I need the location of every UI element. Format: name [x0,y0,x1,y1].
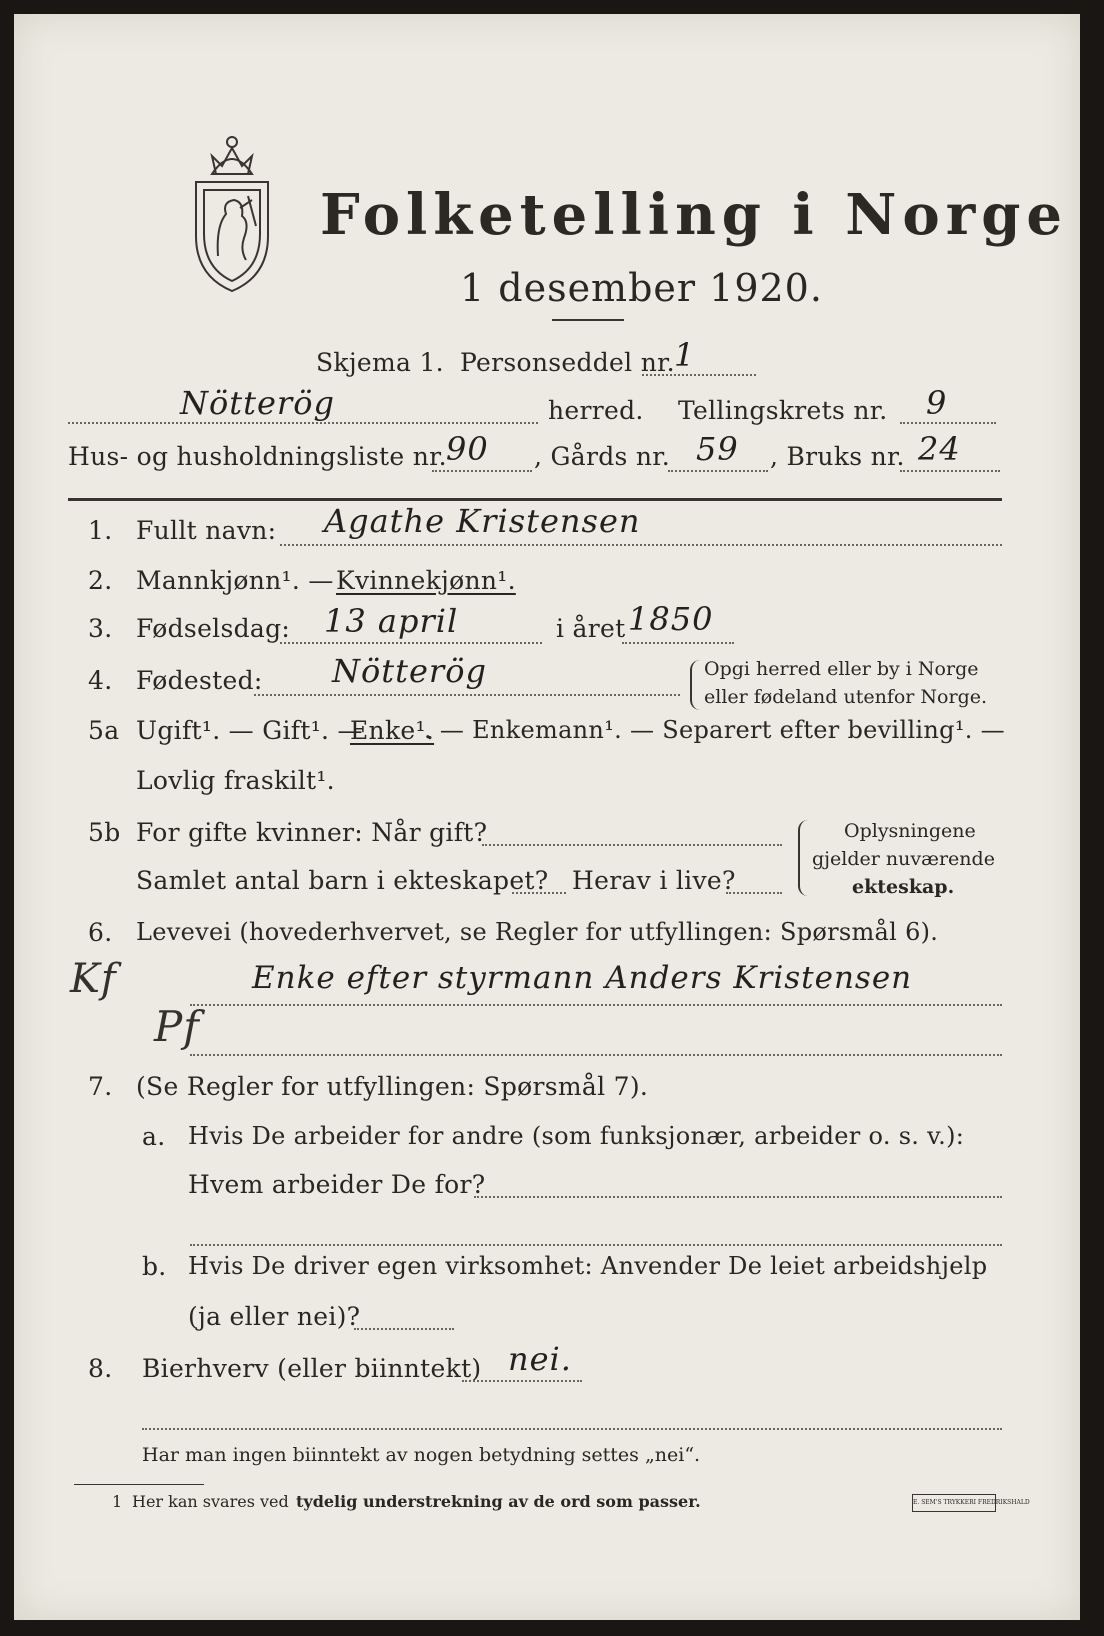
q7a-employer-label: Hvem arbeider De for? [188,1170,486,1199]
q7a-number: a. [142,1122,166,1151]
bruks-label: , Bruks nr. [770,442,905,471]
q7a-label: Hvis De arbeider for andre (som funksjonær, arbeider o. s. v.): [188,1122,965,1150]
footnote-divider [74,1484,204,1485]
header-divider [68,498,1002,501]
tellingskrets-field[interactable] [900,422,996,424]
q5b-label: For gifte kvinner: Når gift? [136,818,488,847]
q4-label: Fødested: [136,666,263,695]
q7b-yes-no-label: (ja eller nei)? [188,1302,361,1331]
q6-number: 6. [88,918,113,947]
gards-field[interactable] [668,470,768,472]
q8-number: 8. [88,1354,113,1383]
hus-field[interactable] [432,470,532,472]
side-income-value: nei. [508,1340,572,1378]
q5a-number: 5a [88,716,120,745]
birthday-field[interactable] [280,642,542,644]
q3-number: 3. [88,614,113,643]
tellingskrets-label: Tellingskrets nr. [678,396,888,425]
q8-label: Bierhverv (eller biinntekt) [142,1354,482,1383]
q5a-lovlig-fraskilt[interactable]: Lovlig fraskilt¹. [136,766,335,795]
q7b-label: Hvis De driver egen virksomhet: Anvender De leiet arbeidshjelp [188,1252,988,1280]
bruks-value: 24 [918,430,961,468]
birth-year-field[interactable] [622,642,734,644]
birth-year-value: 1850 [628,600,714,638]
q3-year-label: i året [556,614,626,643]
q3-label: Fødselsdag: [136,614,291,643]
q5b-note-line3: ekteskap. [852,876,955,898]
children-count-field[interactable] [512,892,566,894]
margin-mark-2: Pf [154,1002,200,1051]
census-date: 1 desember 1920. [460,266,823,310]
q5b-number: 5b [88,818,121,847]
side-income-field-line1[interactable] [462,1380,582,1382]
census-form [14,14,1080,1620]
tellingskrets-value: 9 [926,384,948,422]
personseddel-label: Personseddel nr. [460,348,675,377]
q4-note-brace [690,660,700,710]
hus-value: 90 [446,430,489,468]
footnote-number: 1 [112,1492,123,1511]
herred-label: herred. [548,396,644,425]
q2-male[interactable]: Mannkjønn¹. — [136,566,334,595]
occupation-value: Enke efter styrmann Anders Kristensen [252,960,913,996]
personseddel-field[interactable] [642,374,756,376]
q5b-note-brace [798,820,808,896]
gards-label: , Gårds nr. [534,442,671,471]
occupation-field-line2[interactable] [190,1054,1002,1056]
birthplace-value: Nötterög [332,652,487,690]
q7b-number: b. [142,1252,167,1281]
q5b-note-line2: gjelder nuværende [812,848,995,870]
bruks-field[interactable] [900,470,1000,472]
q2-number: 2. [88,566,113,595]
q1-label: Fullt navn: [136,516,277,545]
coat-of-arms-icon [182,126,282,301]
herred-field[interactable] [68,422,538,424]
q5b-note-line1: Oplysningene [844,820,976,842]
birthplace-field[interactable] [254,694,680,696]
q4-note-line1: Opgi herred eller by i Norge [704,658,979,680]
title-divider [552,319,624,321]
full-name-field[interactable] [280,544,1002,546]
married-date-field[interactable] [482,844,782,846]
q4-note-line2: eller fødeland utenfor Norge. [704,686,988,708]
full-name-value: Agathe Kristensen [324,502,641,540]
q5a-ugift-gift[interactable]: Ugift¹. — Gift¹. — [136,716,363,745]
birthday-value: 13 april [324,602,459,640]
q5a-other-options[interactable]: . — Enkemann¹. — Separert efter bevilling¹. — [424,716,1005,744]
q5a-enke[interactable]: Enke¹. [350,716,435,745]
q5b-alive-label: Herav i live? [572,866,736,895]
children-alive-field[interactable] [726,892,782,894]
printer-stamp [912,1494,1030,1512]
schema-label: Skjema 1. [316,348,444,377]
q4-number: 4. [88,666,113,695]
side-income-field-line2[interactable] [142,1428,1002,1430]
herred-value: Nötterög [180,384,335,422]
page-title: Folketelling i Norge [320,182,1069,248]
q6-label: Levevei (hovederhvervet, se Regler for utfyllingen: Spørsmål 6). [136,918,939,946]
footnote-bold-text: tydelig understrekning av de ord som passer. [296,1492,701,1511]
q5b-children-label: Samlet antal barn i ekteskapet? [136,866,549,895]
personseddel-value: 1 [674,336,696,374]
employer-field-line2[interactable] [190,1244,1002,1246]
gards-value: 59 [696,430,739,468]
printer-stamp-text: E. SEM'S TRYKKERI FREDRIKSHALD [913,1499,1030,1506]
q7-number: 7. [88,1072,113,1101]
biinntekt-note: Har man ingen biinntekt av nogen betydning settes „nei“. [142,1444,701,1466]
employer-field-line1[interactable] [474,1196,1002,1198]
q1-number: 1. [88,516,113,545]
margin-mark-1: Kf [70,956,117,1002]
hired-help-field[interactable] [354,1328,454,1330]
q2-female[interactable]: Kvinnekjønn¹. [336,566,516,595]
hus-label: Hus- og husholdningsliste nr. [68,442,447,471]
footnote-text: Her kan svares ved [132,1492,289,1511]
occupation-field-line1[interactable] [190,1004,1002,1006]
q7-label: (Se Regler for utfyllingen: Spørsmål 7). [136,1072,649,1101]
